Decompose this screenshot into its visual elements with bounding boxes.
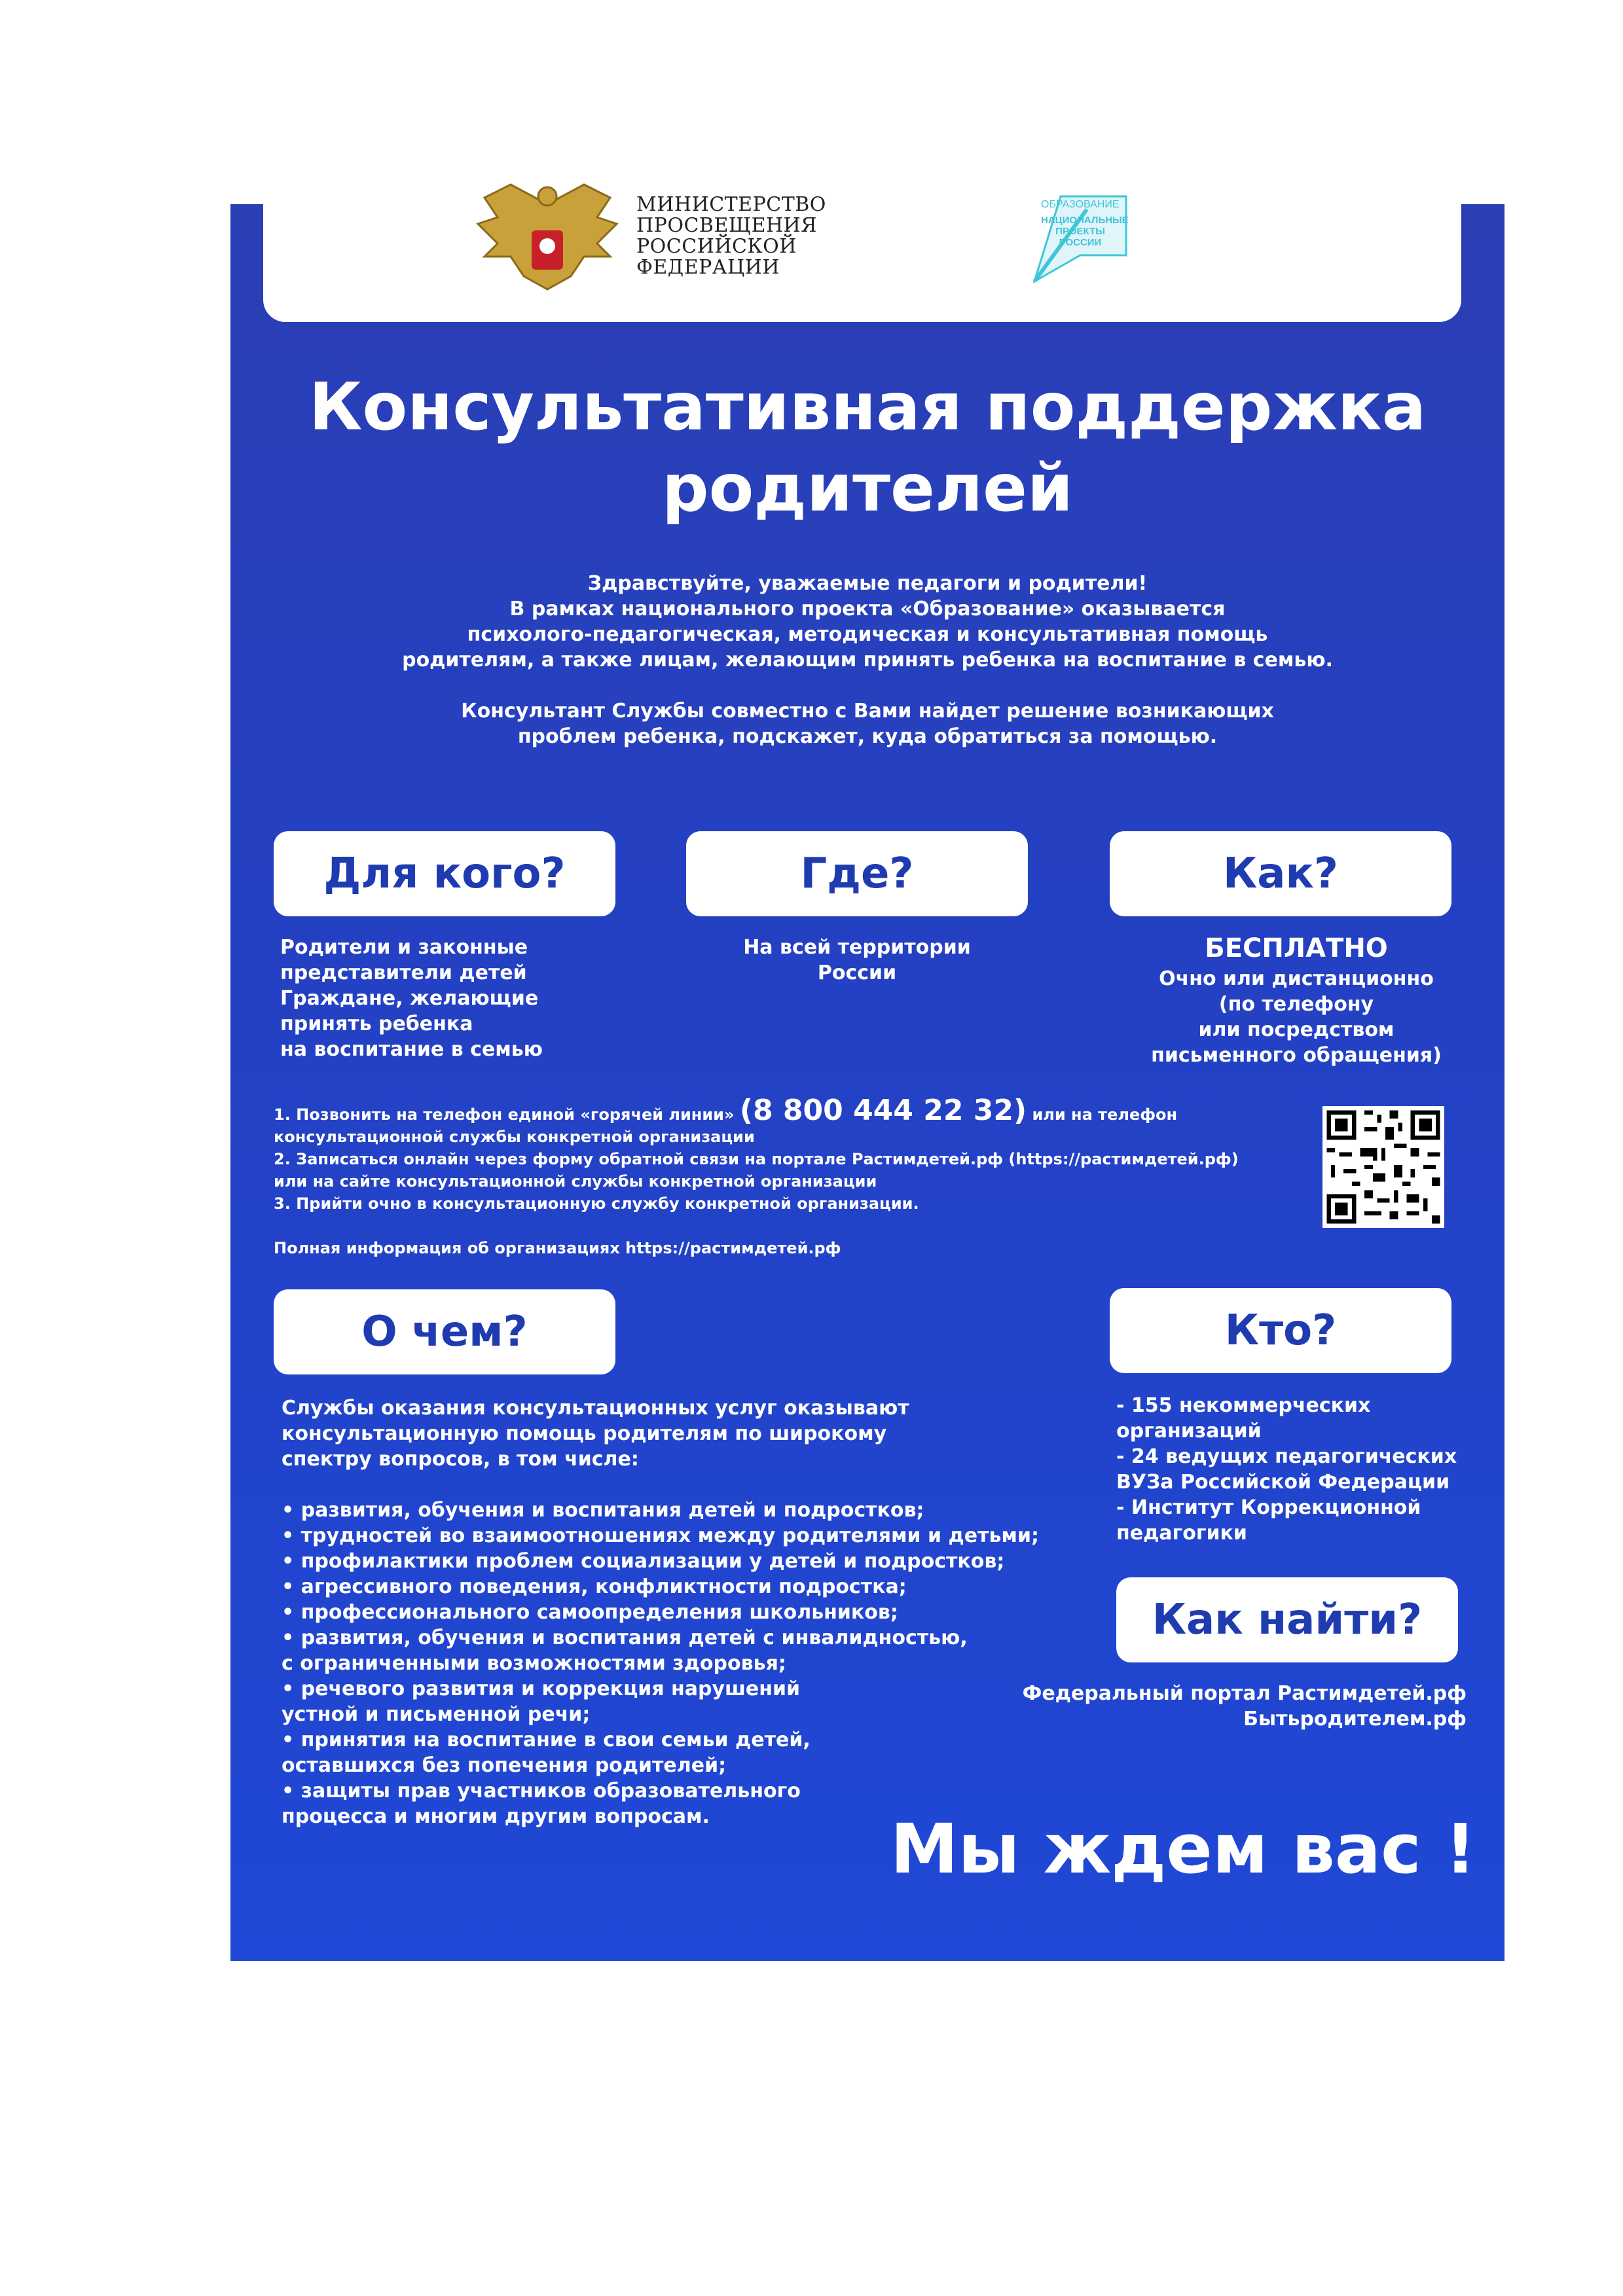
how-text [1126,931,1467,1068]
about-intro-line: консультационную помощь родителям по широкому [282,1422,887,1445]
intro-line: родителям, а также лицам, желающим принять ребенка на воспитание в семью. [402,649,1333,672]
who-line: - Институт Коррекционной [1116,1496,1421,1519]
for-whom-line: на воспитание в семью [280,1038,543,1061]
where-line: На всей территории [743,936,971,959]
national-projects-logo [989,183,1159,301]
free-label: БЕСПЛАТНО [1205,933,1388,963]
full-info-link[interactable]: Полная информация об организациях https://растимдетей.рф [274,1239,841,1257]
who-line: - 24 ведущих педагогических [1116,1445,1457,1468]
double-headed-eagle-emblem-icon [471,178,623,309]
ministry-line: МИНИСТЕРСТВО [636,193,826,216]
list-item: • развития, обучения и воспитания детей и подростков; [282,1499,924,1522]
ministry-line: РОССИЙСКОЙ [636,235,797,258]
portal-link[interactable]: Федеральный портал Растимдетей.рф [1022,1682,1467,1705]
intro-line: В рамках национального проекта «Образование» оказывается [509,598,1226,620]
where-text [686,935,1028,986]
step-2-cont: или на сайте консультационной службы конкретной организации [274,1172,877,1191]
title-line: родителей [661,450,1074,526]
step-1-text-tail: или на телефон [1027,1105,1178,1124]
who-line: организаций [1116,1420,1262,1443]
national-project-line2: НАЦИОНАЛЬНЫЕ ПРОЕКТЫ РОССИИ [1041,215,1129,248]
list-item: • трудностей во взаимоотношениях между родителями и детьми; [282,1524,1039,1547]
list-item: • речевого развития и коррекция нарушений [282,1677,801,1700]
how-heading: Как? [1110,831,1451,916]
who-heading: Кто? [1110,1288,1451,1373]
how-line: или посредством [1198,1018,1395,1041]
step-1 [274,1094,1295,1127]
for-whom-line: принять ребенка [280,1013,473,1035]
list-item: • защиты прав участников образовательного [282,1780,801,1803]
list-item: оставшихся без попечения родителей; [282,1754,727,1777]
list-item: • развития, обучения и воспитания детей с инвалидностью, [282,1626,968,1649]
step-2: 2. Записаться онлайн через форму обратной связи на портале Растимдетей.рф (https://растимдетей.рф) [274,1150,1239,1168]
for-whom-line: Граждане, желающие [280,987,539,1010]
about-heading: О чем? [274,1289,615,1374]
portal-link-2[interactable]: Бытьродителем.рф [1243,1708,1467,1731]
about-intro-line: спектру вопросов, в том числе: [282,1448,639,1471]
about-intro-line: Службы оказания консультационных услуг оказывают [282,1397,909,1420]
hotline-phone[interactable]: (8 800 444 22 32) [739,1094,1027,1127]
list-item: устной и письменной речи; [282,1703,591,1726]
step-3: 3. Прийти очно в консультационную службу конкретной организации. [274,1194,919,1213]
find-text [969,1681,1467,1732]
intro-line: проблем ребенка, подскажет, куда обратиться за помощью. [517,725,1218,748]
who-line: ВУЗа Российской Федерации [1116,1471,1450,1494]
ministry-line: ФЕДЕРАЦИИ [636,256,780,279]
intro-text [230,571,1504,749]
topics-list [282,1498,1067,1829]
find-heading: Как найти? [1116,1577,1458,1662]
where-line: России [817,961,897,984]
qr-code-icon[interactable] [1322,1106,1444,1228]
how-line: (по телефону [1218,993,1374,1016]
ministry-line: ПРОСВЕЩЕНИЯ [636,214,818,237]
who-line: - 155 некоммерческих [1116,1394,1371,1417]
contact-steps [274,1094,1295,1259]
closing-slogan: Мы ждем вас ! [890,1809,1476,1889]
how-line: Очно или дистанционно [1159,967,1434,990]
list-item: • принятия на воспитание в свои семьи детей, [282,1729,811,1751]
page-title [230,367,1504,529]
list-item: • агрессивного поведения, конфликтности подростка; [282,1575,907,1598]
header-panel [263,151,1461,322]
for-whom-text [280,935,647,1062]
who-line: педагогики [1116,1522,1247,1545]
step-1-cont: консультационной службы конкретной организации [274,1128,755,1146]
who-text [1116,1393,1483,1546]
where-heading: Где? [686,831,1028,916]
intro-line: психолого-педагогическая, методическая и консультативная помощь [467,623,1268,646]
list-item: • профессионального самоопределения школьников; [282,1601,898,1624]
list-item: • профилактики проблем социализации у детей и подростков; [282,1550,1005,1573]
national-project-line1: ОБРАЗОВАНИЕ [1041,199,1120,210]
intro-line: Здравствуйте, уважаемые педагоги и родители! [587,572,1148,595]
title-line: Консультативная поддержка [308,368,1427,445]
step-1-text: 1. Позвонить на телефон единой «горячей линии» [274,1105,740,1124]
list-item: с ограниченными возможностями здоровья; [282,1652,786,1675]
ministry-name [636,194,846,278]
list-item: процесса и многим другим вопросам. [282,1805,710,1828]
intro-line: Консультант Службы совместно с Вами найдет решение возникающих [461,700,1274,723]
about-text [282,1395,1067,1829]
for-whom-heading: Для кого? [274,831,615,916]
for-whom-line: Родители и законные [280,936,528,959]
how-line: письменного обращения) [1151,1044,1442,1067]
for-whom-line: представители детей [280,961,527,984]
